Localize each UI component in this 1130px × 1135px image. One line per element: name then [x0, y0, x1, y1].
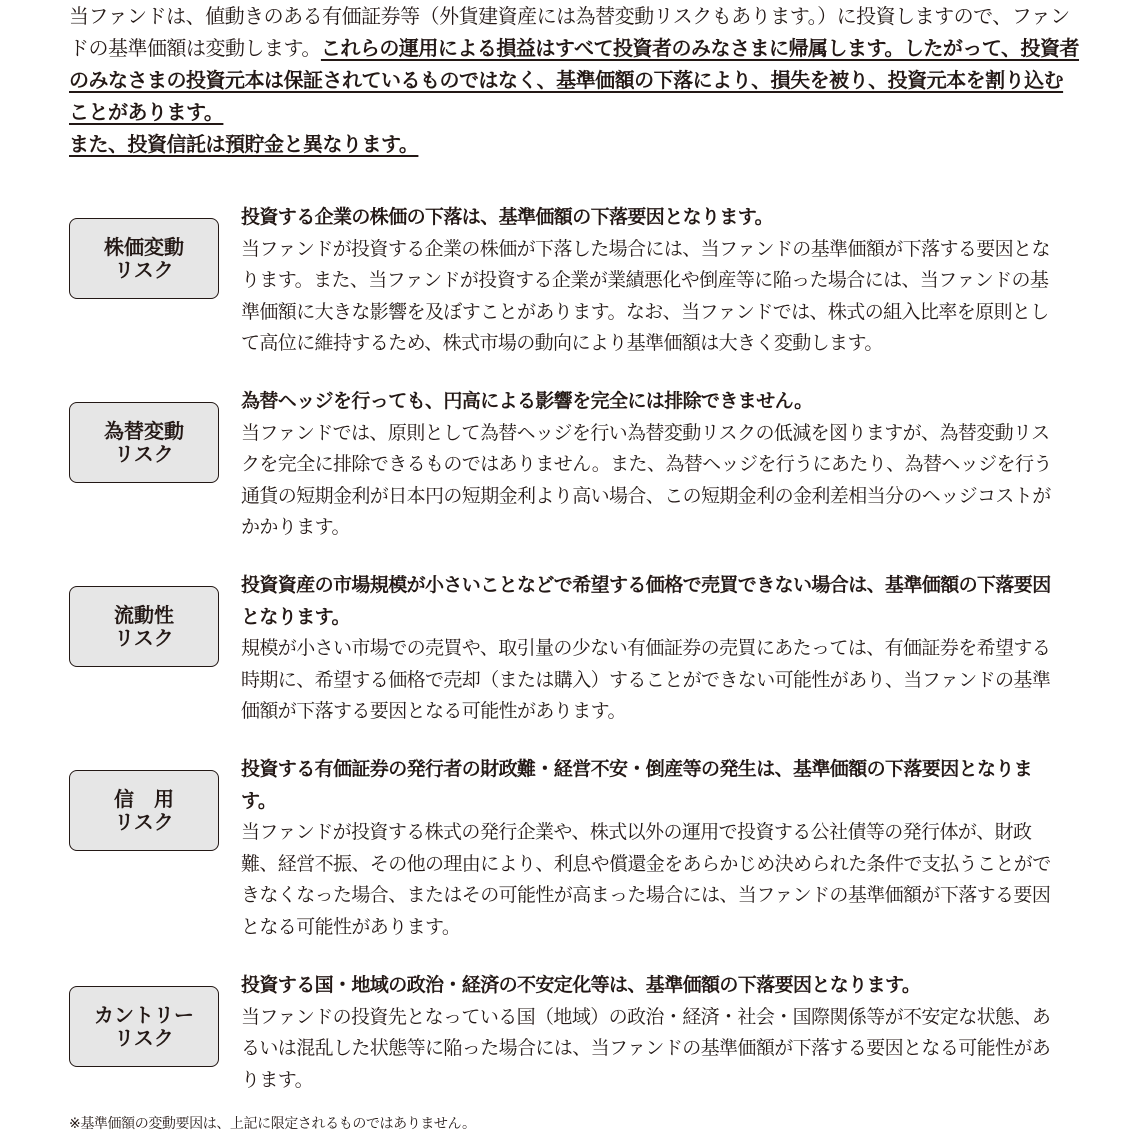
- risk-heading: 投資する国・地域の政治・経済の不安定化等は、基準価額の下落要因となります。: [241, 974, 921, 996]
- risk-label-line1: 信 用: [114, 786, 174, 811]
- intro-underlined-text: これらの運用による損益はすべて投資者のみなさまに帰属します。したがって、投資者のみなさまの投資元本は保証されているものではなく、基準価額の下落により、損失を被り、投資元本を割り込むことがあります。: [69, 36, 1080, 124]
- intro-text: [69, 0, 1079, 128]
- risk-label-badge: [69, 218, 219, 299]
- risk-label-badge: [69, 402, 219, 483]
- risk-body: 当ファンドでは、原則として為替ヘッジを行い為替変動リスクの低減を図りますが、為替変動リスクを完全に排除できるものではありません。また、為替ヘッジを行うにあたり、為替ヘッジを行う通貨の短期金利が日本円の短期金利より高い場合、この短期金利の金利差相当分のヘッジコストがかかります。: [241, 421, 1052, 538]
- footnote: ※基準価額の変動要因は、上記に限定されるものではありません。: [69, 1116, 476, 1132]
- risk-label-line2: リスク: [114, 625, 174, 650]
- risk-description: [241, 386, 1066, 544]
- risk-label-line1: 為替変動: [104, 418, 184, 443]
- risk-body: 当ファンドが投資する株式の発行企業や、株式以外の運用で投資する公社債等の発行体が、財政難、経営不振、その他の理由により、利息や償還金をあらかじめ決められた条件で支払うことができなくなった場合、またはその可能性が高まった場合には、当ファンドの基準価額が下落する要因となる可能性があります。: [241, 821, 1051, 938]
- risk-label-line2: リスク: [114, 441, 174, 466]
- risk-heading: 投資資産の市場規模が小さいことなどで希望する価格で売買できない場合は、基準価額の下落要因となります。: [241, 574, 1051, 628]
- risk-body: 当ファンドが投資する企業の株価が下落した場合には、当ファンドの基準価額が下落する要因となります。また、当ファンドが投資する企業が業績悪化や倒産等に陥った場合には、当ファンドの基準価額に大きな影響を及ぼすことがあります。なお、当ファンドでは、株式の組入比率を原則として高位に維持するため、株式市場の動向により基準価額は大きく変動します。: [241, 237, 1050, 354]
- risk-description: [241, 970, 1066, 1096]
- risk-label-line2: リスク: [114, 1025, 174, 1050]
- risk-label-line2: リスク: [114, 257, 174, 282]
- intro-plain-text: 当ファンドは、値動きのある有価証券等（外貨建資産には為替変動リスクもあります。）に投資しますので、ファンドの基準価額は変動します。: [69, 4, 1070, 60]
- risk-heading: 投資する有価証券の発行者の財政難・経営不安・倒産等の発生は、基準価額の下落要因となります。: [241, 758, 1033, 812]
- risk-heading: 投資する企業の株価の下落は、基準価額の下落要因となります。: [241, 206, 774, 228]
- risk-label-badge: [69, 586, 219, 667]
- risk-label-line2: リスク: [114, 809, 174, 834]
- risk-body: 当ファンドの投資先となっている国（地域）の政治・経済・社会・国際関係等が不安定な状態、あるいは混乱した状態等に陥った場合には、当ファンドの基準価額が下落する要因となる可能性があります。: [241, 1005, 1051, 1091]
- risk-description: [241, 202, 1066, 360]
- risk-body: 規模が小さい市場での売買や、取引量の少ない有価証券の売買にあたっては、有価証券を希望する時期に、希望する価格で売却（または購入）することができない可能性があり、当ファンドの基準価額が下落する要因となる可能性があります。: [241, 637, 1051, 722]
- risk-label-line1: 流動性: [114, 602, 174, 627]
- risk-description: [241, 570, 1066, 728]
- risk-label-badge: [69, 986, 219, 1067]
- intro-second-line: [69, 128, 1079, 160]
- risk-heading: 為替ヘッジを行っても、円高による影響を完全には排除できません。: [241, 390, 813, 412]
- intro-paragraph: [69, 0, 1079, 160]
- intro-underlined-text-2: また、投資信託は預貯金と異なります。: [69, 132, 419, 156]
- risk-description: [241, 754, 1066, 943]
- risk-label-line1: 株価変動: [104, 234, 184, 259]
- risk-label-badge: [69, 770, 219, 851]
- risk-label-line1: カントリー: [94, 1002, 194, 1027]
